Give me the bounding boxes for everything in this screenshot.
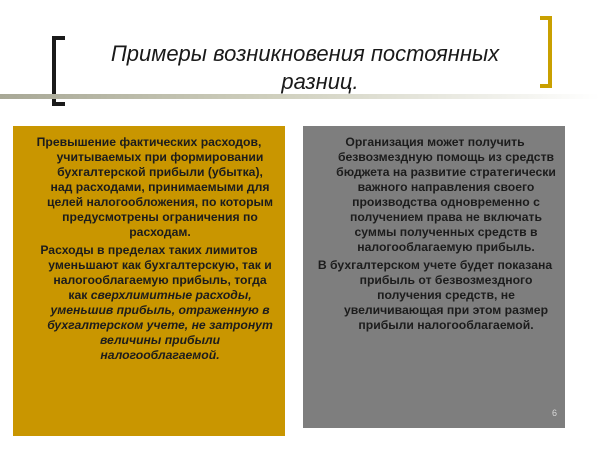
page-number: 6 bbox=[551, 408, 557, 418]
slide-title bbox=[80, 40, 530, 96]
right-text-panel bbox=[303, 126, 565, 428]
left-panel-paragraph-2 bbox=[23, 243, 275, 363]
right-bracket-decoration bbox=[540, 16, 552, 88]
right-panel-paragraph-1: Организация может получить безвозмездную помощь из средств бюджета на развитие стратегически важного направления своего производства одновременно с получением права не включать суммы полученных средств в налогооблагаемую прибыль. bbox=[336, 135, 556, 254]
left-panel-paragraph-2-italic: сверхлимитные расходы, уменьшив прибыль, отраженную в бухгалтерском учете, не затронут величины прибыли налогооблагаемой. bbox=[47, 288, 273, 362]
slide-title-line1: Примеры возникновения постоянных bbox=[110, 41, 500, 66]
left-text-panel bbox=[13, 126, 285, 436]
slide-title-line2: разниц. bbox=[281, 69, 359, 94]
left-panel-paragraph-2-plain: Расходы в пределах таких лимитов уменьшают как бухгалтерскую, так и налогооблагаемую прибыль, тогда как bbox=[40, 243, 272, 302]
left-panel-paragraph-1: Превышение фактических расходов, учитываемых при формировании бухгалтерской прибыли (убытка), над расходами, принимаемыми для целей налогообложения, по которым предусмотрены ограничения по расходам. bbox=[36, 135, 273, 239]
right-panel-paragraph-2: В бухгалтерском учете будет показана прибыль от безвозмездного получения средств, не увеличивающая при этом размер прибыли налогооблагаемой. bbox=[317, 258, 553, 332]
